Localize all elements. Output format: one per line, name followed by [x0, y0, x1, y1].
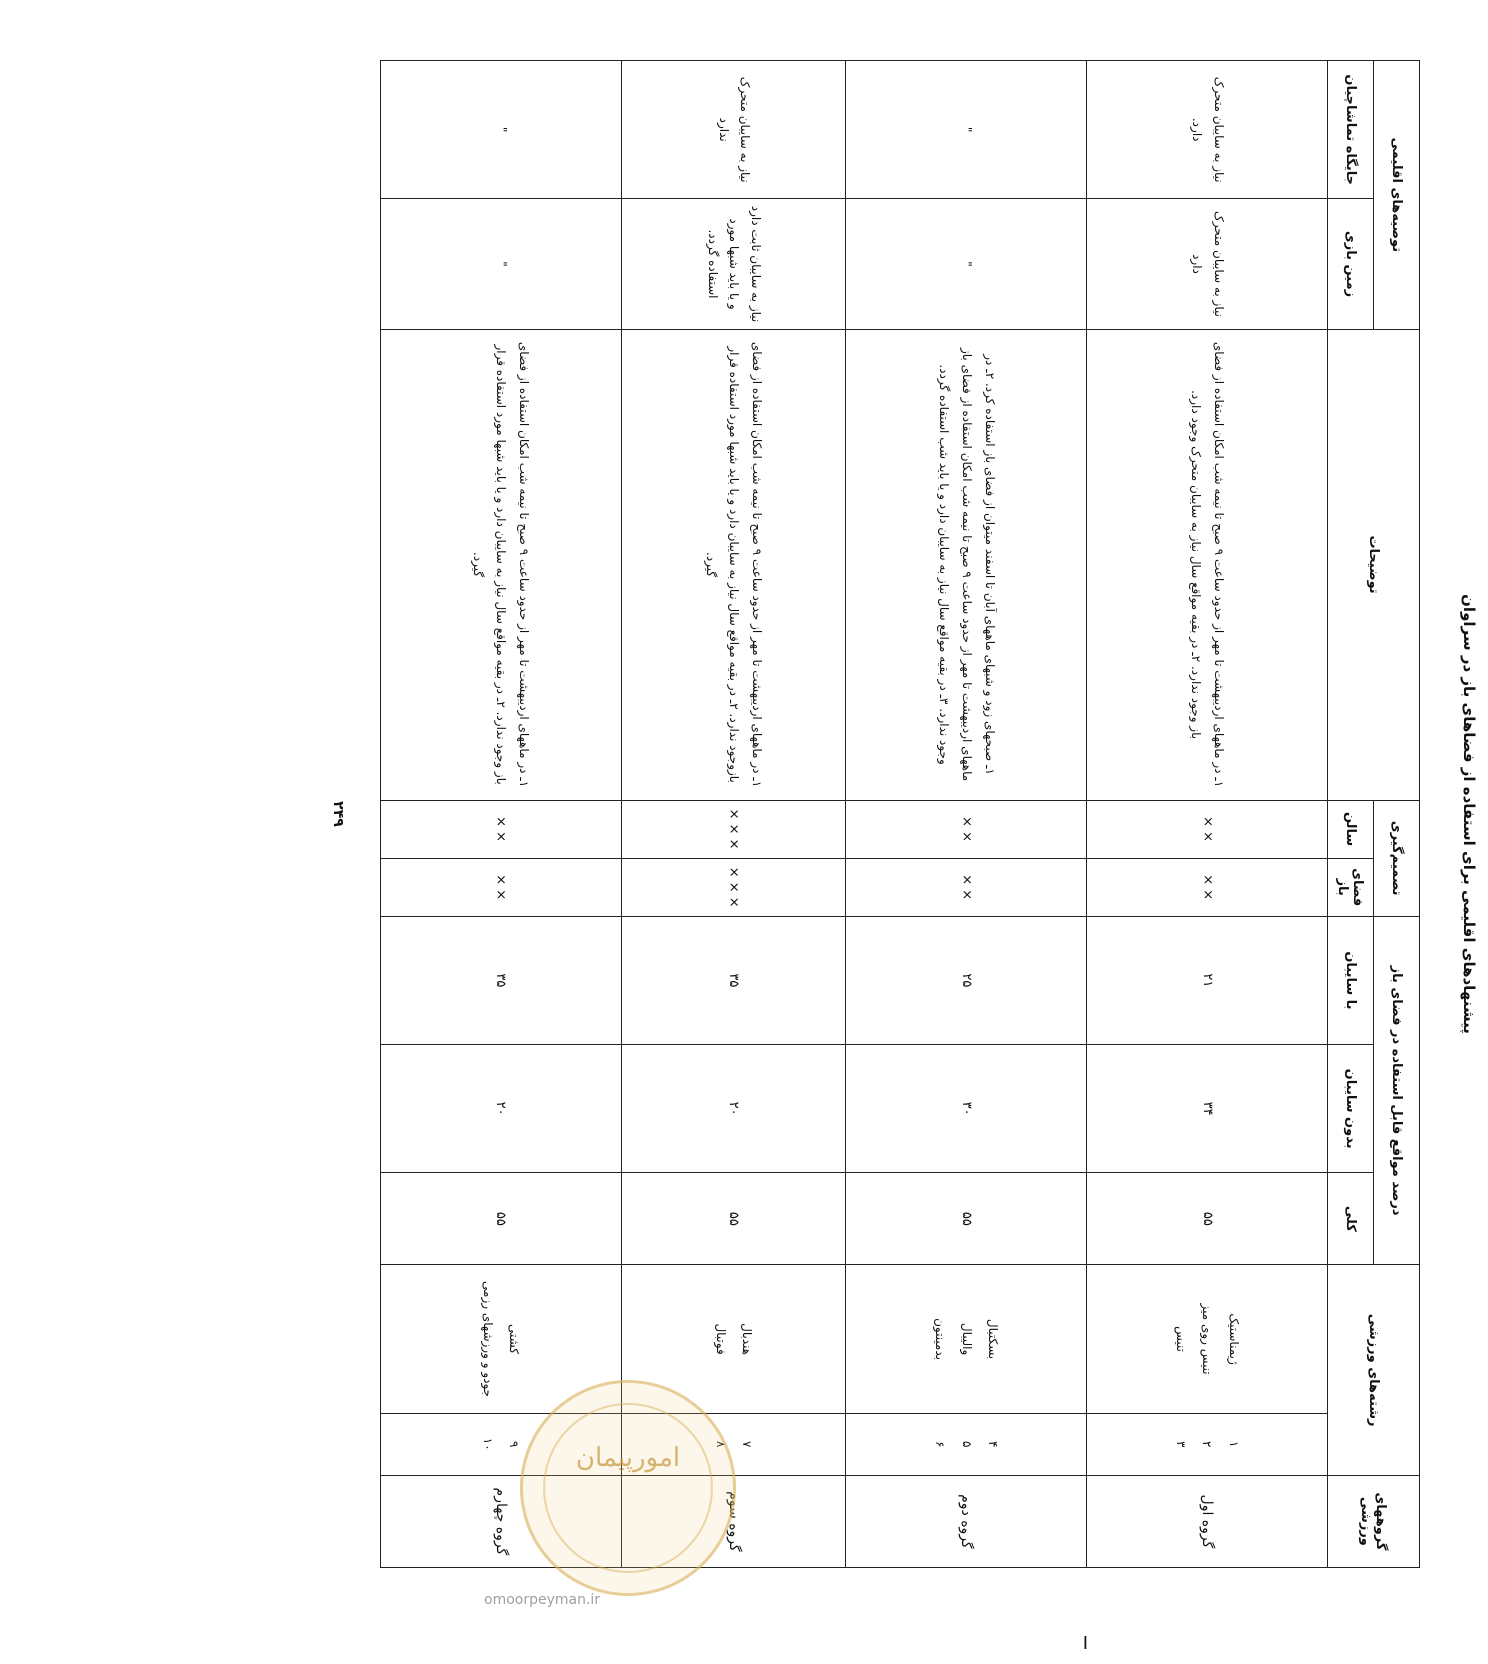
rotated-page: [238, 60, 1488, 1568]
explanation-text: ۱ـ در ماههای اردیبهشت تا مهر از حدود ساعت ۹ صبح تا نیمه شب امکان استفاده از فضای باز وجود ندارد. ۲ـ در بقیه مواقع سال نیاز به سایبان دارد و یا باید شبها مورد استفاده قرار گیرد.: [381, 329, 622, 800]
row-numbers: [846, 1413, 1087, 1475]
header-decision: تصمیم‌گیری: [1374, 800, 1420, 916]
row-number: ۱۰: [480, 1437, 495, 1451]
without-shade-percent: ۳۴: [1087, 1045, 1328, 1173]
hall-mark: × ×: [846, 800, 1087, 858]
header-without-shade: بدون سایبان: [1328, 1045, 1374, 1173]
corner-mark: I: [1082, 1633, 1088, 1654]
total-percent: ۵۵: [621, 1173, 846, 1265]
without-shade-percent: ۳۰: [846, 1045, 1087, 1173]
row-number: ۳: [1173, 1441, 1188, 1448]
header-sport-fields: رشته‌های ورزشی: [1328, 1265, 1420, 1475]
spectators-rec: ": [846, 61, 1087, 199]
recommendations-table: [380, 60, 1420, 1568]
playground-rec: ": [846, 199, 1087, 329]
watermark-stamp: [520, 1380, 736, 1596]
sport-name: بدمینتون: [933, 1318, 948, 1361]
open-space-mark: × × ×: [621, 858, 846, 916]
open-space-mark: × ×: [381, 858, 622, 916]
group-label: گروه چهارم: [381, 1475, 622, 1567]
spectators-rec: نیاز به سایبان متحرک دارد.: [1087, 61, 1328, 199]
playground-rec: نیاز به سایبان متحرک دارد: [1087, 199, 1328, 329]
without-shade-percent: ۲۰: [621, 1045, 846, 1173]
hall-mark: × × ×: [621, 800, 846, 858]
header-percent-group: درصد مواقع قابل استفاده در فضای باز: [1374, 916, 1420, 1265]
table-sheet: [238, 60, 1488, 1568]
header-playground: زمین بازی: [1328, 199, 1374, 329]
header-hall: سالن: [1328, 800, 1374, 858]
row-number: ۷: [740, 1441, 755, 1448]
row-number: ۶: [933, 1441, 948, 1448]
open-space-mark: × ×: [1087, 858, 1328, 916]
sport-name: جودو و ورزشهای رزمی: [480, 1281, 495, 1398]
playground-rec: ": [381, 199, 622, 329]
group-label: گروه اول: [1087, 1475, 1328, 1567]
table-row: [846, 61, 1087, 1568]
total-percent: ۵۵: [846, 1173, 1087, 1265]
header-spectators: جایگاه تماشاچیان: [1328, 61, 1374, 199]
table-row: [621, 61, 846, 1568]
header-climate-recs: توصیه‌های اقلیمی: [1374, 61, 1420, 330]
row-number: ۴: [985, 1441, 1000, 1448]
row-numbers: [1087, 1413, 1328, 1475]
open-space-mark: × ×: [846, 858, 1087, 916]
with-shade-percent: ۲۱: [1087, 916, 1328, 1044]
sport-name: تنیس روی میز: [1200, 1303, 1215, 1375]
group-label: گروه دوم: [846, 1475, 1087, 1567]
watermark-url: omoorpeyman.ir: [484, 1592, 601, 1608]
without-shade-percent: ۲۰: [381, 1045, 622, 1173]
explanation-text: ۱ـ در ماههای اردیبهشت تا مهر از حدود ساعت ۹ صبح تا نیمه شب امکان استفاده از فضای باز وجود ندارد. ۲ـ در بقیه مواقع سال نیاز به سایبان متحرک وجود دارد.: [1087, 329, 1328, 800]
playground-rec: نیاز به سایبان ثابت دارد و یا باید شبها مورد استفاده گردد.: [621, 199, 846, 329]
row-number: ۸: [713, 1441, 728, 1448]
hall-mark: × ×: [1087, 800, 1328, 858]
page-number: ۲۴۹: [330, 801, 346, 827]
table-row: [381, 61, 622, 1568]
spectators-rec: ": [381, 61, 622, 199]
with-shade-percent: ۳۵: [381, 916, 622, 1044]
group-label: گروه سوم: [621, 1475, 846, 1567]
sport-name: کشتی: [507, 1324, 522, 1355]
explanation-text: ۱ـ صبحهای زود و شبهای ماههای آبان تا اسفند میتوان از فضای باز استفاده کرد. ۲ـ در ماههای اردیبهشت تا مهر از حدود ساعت ۹ صبح تا نیمه شب امکان استفاده از فضای باز وجود ندارد. ۳ـ در بقیه مواقع سال نیاز به سایبان دارد و یا باید شب استفاده گردد.: [846, 329, 1087, 800]
document-title: پیشنهادهای اقلیمی برای استفاده از فضاهای باز در سراوان: [1460, 594, 1478, 1034]
with-shade-percent: ۳۵: [621, 916, 846, 1044]
header-explanation: توضیحات: [1328, 329, 1420, 800]
sport-name: هندبال: [740, 1323, 755, 1356]
table-row: [1087, 61, 1328, 1568]
sport-name: ژیمناستیک: [1226, 1313, 1241, 1365]
total-percent: ۵۵: [381, 1173, 622, 1265]
header-total: کلی: [1328, 1173, 1374, 1265]
sport-name: بسکتبال: [985, 1318, 1000, 1360]
sport-name: فوتبال: [713, 1323, 728, 1355]
header-with-shade: با سایبان: [1328, 916, 1374, 1044]
row-number: ۲: [1200, 1441, 1215, 1448]
watermark-ring: [543, 1403, 713, 1573]
row-number: ۵: [959, 1441, 974, 1448]
spectators-rec: نیاز به سایبان متحرک ندارد: [621, 61, 846, 199]
explanation-text: ۱ـ در ماههای اردیبهشت تا مهر از حدود ساعت ۹ صبح تا نیمه شب امکان استفاده از فضای بازوجود ندارد. ۲ـ در بقیه مواقع سال نیاز به سایبان دارد و یا باید شبها مورد استفاده قرار گیرد.: [621, 329, 846, 800]
sport-names: [846, 1265, 1087, 1413]
header-sport-groups: گروههای ورزشی: [1328, 1475, 1420, 1567]
sport-names: [1087, 1265, 1328, 1413]
watermark-text: امورپیمان: [575, 1443, 681, 1473]
row-number: ۱: [1226, 1441, 1241, 1448]
sport-name: والیبال: [959, 1322, 974, 1356]
row-number: ۹: [507, 1441, 522, 1448]
sport-name: تنیس: [1173, 1326, 1188, 1353]
with-shade-percent: ۲۵: [846, 916, 1087, 1044]
header-open-space: فضای باز: [1328, 858, 1374, 916]
total-percent: ۵۵: [1087, 1173, 1328, 1265]
hall-mark: × ×: [381, 800, 622, 858]
